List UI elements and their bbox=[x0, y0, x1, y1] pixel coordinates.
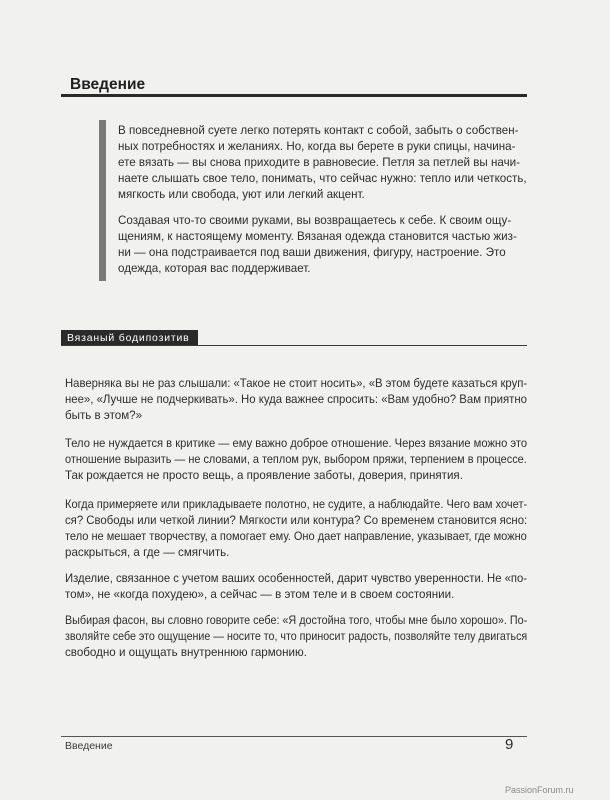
body-paragraph: Выбирая фасон, вы словно говорите себе: «Я достойна того, чтобы мне было хорошо». По- зволяйте себе это ощущение — носите то, что приносит радость, позволяйте телу двигаться свободно и ощущать внутреннюю гармонию. bbox=[65, 614, 528, 659]
intro-paragraph: В повседневной суете легко потерять контакт с собой, забыть о собствен- ных потребностях и желаниях. Но, когда вы берете в руки спицы, начина- ете вязать — вы снова приходите в равновесие. Петля за петлей вы начи- наете слышать свое тело, понимать, что сейчас нужно: тепло или четкость, мягкость или свобода, уют или легкий акцент. bbox=[118, 124, 527, 201]
page-title: Введение bbox=[70, 76, 146, 93]
body-paragraph: Изделие, связанное с учетом ваших особенностей, дарит чувство уверенности. Не «по- том», не «когда похудею», а сейчас — в этом теле и в своем состоянии. bbox=[65, 572, 528, 601]
watermark: PassionForum.ru bbox=[505, 785, 574, 795]
footer-section-label: Введение bbox=[65, 740, 113, 752]
page-number: 9 bbox=[505, 736, 514, 753]
intro-paragraph: Создавая что-то своими руками, вы возвращаетесь к себе. К своим ощу- щениям, к настоящему моменту. Вязаная одежда становится частью жиз- ни — она подстраивается под ваши движения, фигуру, настроение. Это одежда, которая вас поддерживает. bbox=[118, 214, 517, 275]
body-paragraph: Тело не нуждается в критике — ему важно доброе отношение. Через вязание можно это отношение выразить — не словами, а теплом рук, выбором пряжи, терпением в процессе. Так рождается не просто вещь, а проявление заботы, доверия, принятия. bbox=[65, 437, 528, 482]
body-paragraph: Когда примеряете или прикладываете полотно, не судите, а наблюдайте. Чего вам хочет- ся? Свободы или четкой линии? Мягкости или контура? Со временем становится ясно: тело не мешает творчеству, а помогает ему. Оно дает направление, указывает, где можно раскрыться, а где — смягчить. bbox=[65, 498, 528, 559]
title-divider bbox=[61, 94, 527, 97]
body-paragraph: Наверняка вы не раз слышали: «Такое не стоит носить», «В этом будете казаться круп- нее», «Лучше не подчеркивать». Но куда важнее спросить: «Вам удобно? Вам приятно быть в этом?» bbox=[65, 377, 528, 422]
quote-bar bbox=[99, 120, 106, 281]
footer-divider bbox=[61, 736, 527, 737]
section-divider bbox=[61, 345, 527, 346]
section-label: Вязаный бодипозитив bbox=[61, 330, 198, 346]
